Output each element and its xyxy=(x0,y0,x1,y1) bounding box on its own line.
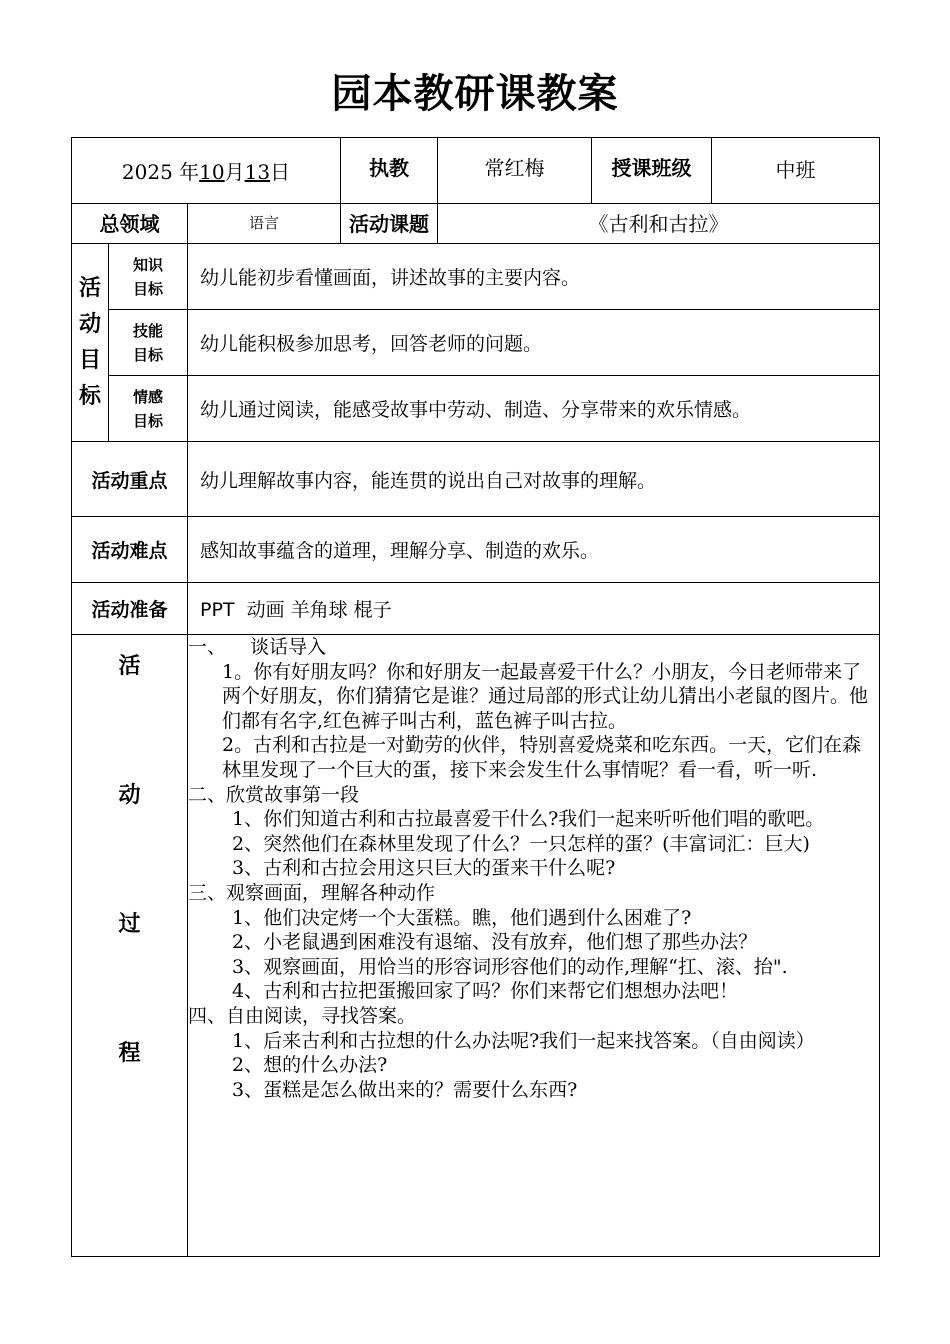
emotion-goal: 幼儿通过阅读，能感受故事中劳动、制造、分享带来的欢乐情感。 xyxy=(188,376,880,442)
page-title: 园本教研课教案 xyxy=(331,71,619,117)
process-line: 4、古利和古拉把蛋搬回家了吗？你们来帮它们想想办法吧！ xyxy=(232,980,739,1003)
process-line: 2、突然他们在森林里发现了什么？一只怎样的蛋？(丰富词汇：巨大) xyxy=(232,832,810,855)
domain-label: 总领域 xyxy=(72,204,188,244)
emotion-goal-label: 情感 目标 xyxy=(109,376,188,442)
date-year: 2025 xyxy=(121,160,173,184)
knowledge-goal-label: 知识 目标 xyxy=(109,244,188,310)
process-line: 二、欣赏故事第一段 xyxy=(188,783,360,806)
skill-goal-label: 技能 目标 xyxy=(109,310,188,376)
process-line: 2、想的什么办法? xyxy=(232,1054,388,1077)
process-line: 2、小老鼠遇到困难没有退缩、没有放弃，他们想了那些办法？ xyxy=(232,931,758,954)
process-line: 一、 谈话导入 xyxy=(188,636,327,658)
process-line: 3、蛋糕是怎么做出来的？需要什么东西? xyxy=(232,1078,578,1101)
process-row xyxy=(72,635,880,1257)
difficulty: 感知故事蕴含的道理，理解分享、制造的欢乐。 xyxy=(188,517,880,583)
goal-emotion-row xyxy=(72,376,880,442)
process-line: 三、观察画面，理解各种动作 xyxy=(188,881,436,904)
teacher-label: 执教 xyxy=(341,138,438,204)
topic-value: 《古利和古拉》 xyxy=(438,204,880,244)
teacher-name: 常红梅 xyxy=(438,138,592,204)
date-cell: 2025 年10月13日 xyxy=(72,138,341,204)
prep: PPT 动画 羊角球 棍子 xyxy=(188,583,880,635)
process-label: 活 动 过 程 xyxy=(72,635,188,1257)
key-point: 幼儿理解故事内容，能连贯的说出自己对故事的理解。 xyxy=(188,442,880,517)
goals-label: 活 动 目 标 xyxy=(72,244,109,442)
topic-label: 活动课题 xyxy=(341,204,438,244)
header-row xyxy=(72,138,880,204)
domain-value: 语言 xyxy=(188,204,341,244)
skill-goal: 幼儿能积极参加思考，回答老师的问题。 xyxy=(188,310,880,376)
date-day: 13 xyxy=(244,160,271,184)
goal-knowledge-row xyxy=(72,244,880,310)
key-point-label: 活动重点 xyxy=(72,442,188,517)
process-line: 3、观察画面，用恰当的形容词形容他们的动作,理解“扛、滚、抬". xyxy=(232,955,788,978)
lesson-plan-table xyxy=(71,137,880,1257)
knowledge-goal: 幼儿能初步看懂画面，讲述故事的主要内容。 xyxy=(188,244,880,310)
key-point-row xyxy=(72,442,880,517)
class-label: 授课班级 xyxy=(592,138,712,204)
process-line: 1、后来古利和古拉想的什么办法呢?我们一起来找答案。（自由阅读） xyxy=(232,1029,815,1052)
domain-row xyxy=(72,204,880,244)
process-line: 2。古利和古拉是一对勤劳的伙伴，特别喜爱烧菜和吃东西。一天，它们在森林里发现了一个巨大的蛋，接下来会发生什么事情呢？看一看，听一听. xyxy=(222,734,862,781)
goal-skill-row xyxy=(72,310,880,376)
process-line: 四、自由阅读，寻找答案。 xyxy=(188,1004,417,1027)
prep-label: 活动准备 xyxy=(72,583,188,635)
difficulty-row xyxy=(72,517,880,583)
prep-row xyxy=(72,583,880,635)
process-line: 1、你们知道古利和古拉最喜爱干什么?我们一起来听听他们唱的歌吧。 xyxy=(232,808,825,831)
difficulty-label: 活动难点 xyxy=(72,517,188,583)
process-line: 1、他们决定烤一个大蛋糕。瞧，他们遇到什么困难了? xyxy=(232,906,692,929)
class-name: 中班 xyxy=(712,138,880,204)
process-line: 1。你有好朋友吗？你和好朋友一起最喜爱干什么？小朋友，今日老师带来了两个好朋友，你们猜猜它是谁？通过局部的形式让幼儿猜出小老鼠的图片。他们都有名字,红色裤子叫古利，蓝色裤子叫古拉。 xyxy=(222,660,869,732)
date-month: 10 xyxy=(199,160,225,184)
process-line: 3、古利和古拉会用这只巨大的蛋来干什么呢? xyxy=(232,857,616,880)
process-content xyxy=(188,635,880,1257)
